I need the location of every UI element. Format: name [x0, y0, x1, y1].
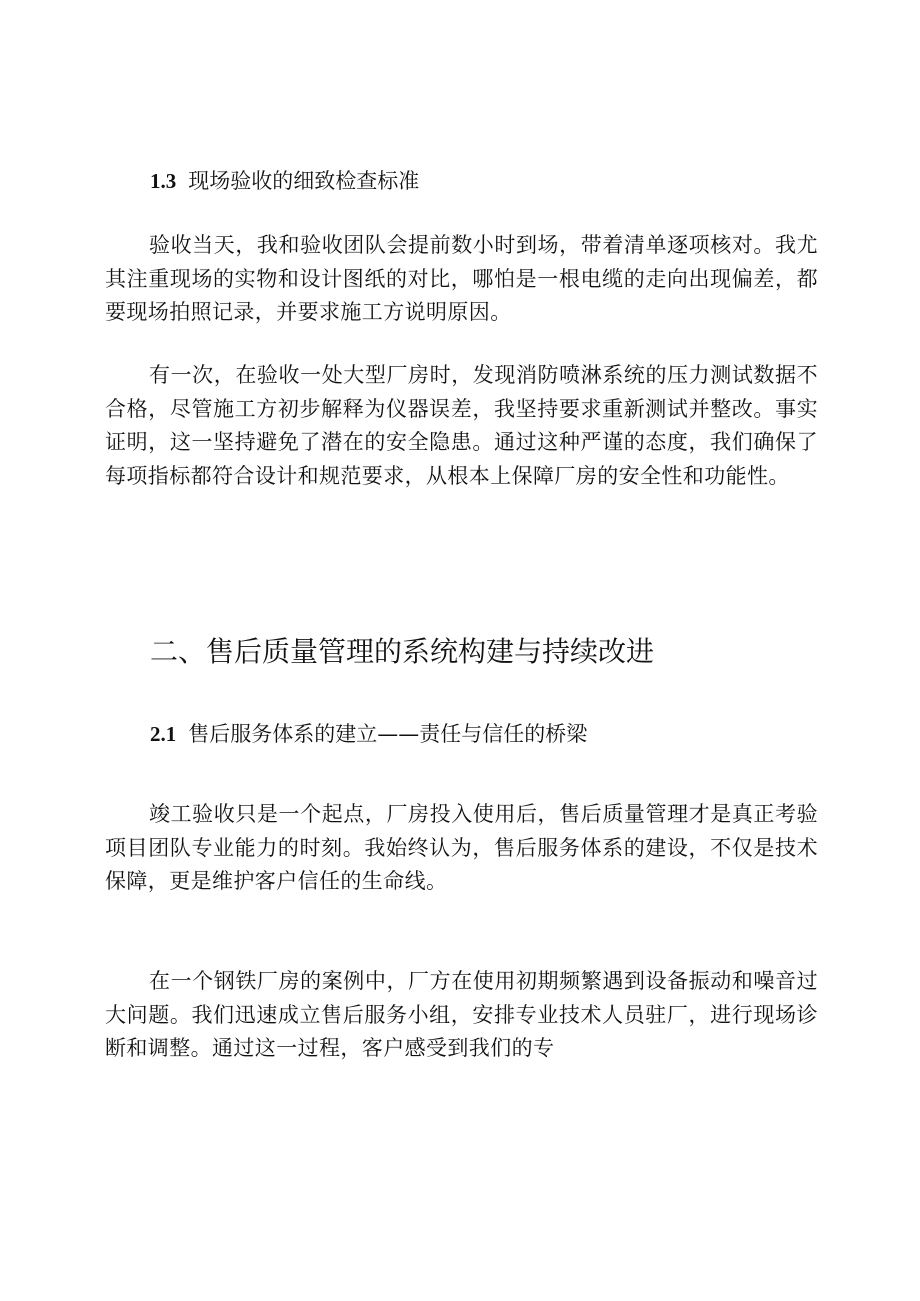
chapter-heading: 二、售后质量管理的系统构建与持续改进	[150, 635, 655, 668]
paragraph: 竣工验收只是一个起点，厂房投入使用后，售后质量管理才是真正考验项目团队专业能力的时刻。我始终认为，售后服务体系的建设，不仅是技术保障，更是维护客户信任的生命线。	[105, 802, 818, 893]
section-heading-1-3	[150, 166, 830, 196]
section-number: 1.3	[150, 169, 177, 193]
section-heading-2-1	[150, 719, 830, 749]
section-title: 现场验收的细致检查标准	[188, 169, 420, 193]
section-number: 2.1	[150, 722, 177, 746]
paragraph: 有一次，在验收一处大型厂房时，发现消防喷淋系统的压力测试数据不合格，尽管施工方初步解释为仪器误差，我坚持要求重新测试并整改。事实证明，这一坚持避免了潜在的安全隐患。通过这种严谨的态度，我们确保了每项指标都符合设计和规范要求，从根本上保障厂房的安全性和功能性。	[105, 363, 818, 488]
paragraph: 验收当天，我和验收团队会提前数小时到场，带着清单逐项核对。我尤其注重现场的实物和设计图纸的对比，哪怕是一根电缆的走向出现偏差，都要现场拍照记录，并要求施工方说明原因。	[105, 233, 818, 324]
section-title: 售后服务体系的建立——责任与信任的桥梁	[188, 722, 588, 746]
paragraph: 在一个钢铁厂房的案例中，厂方在使用初期频繁遇到设备振动和噪音过大问题。我们迅速成立售后服务小组，安排专业技术人员驻厂，进行现场诊断和调整。通过这一过程，客户感受到我们的专	[105, 969, 818, 1060]
